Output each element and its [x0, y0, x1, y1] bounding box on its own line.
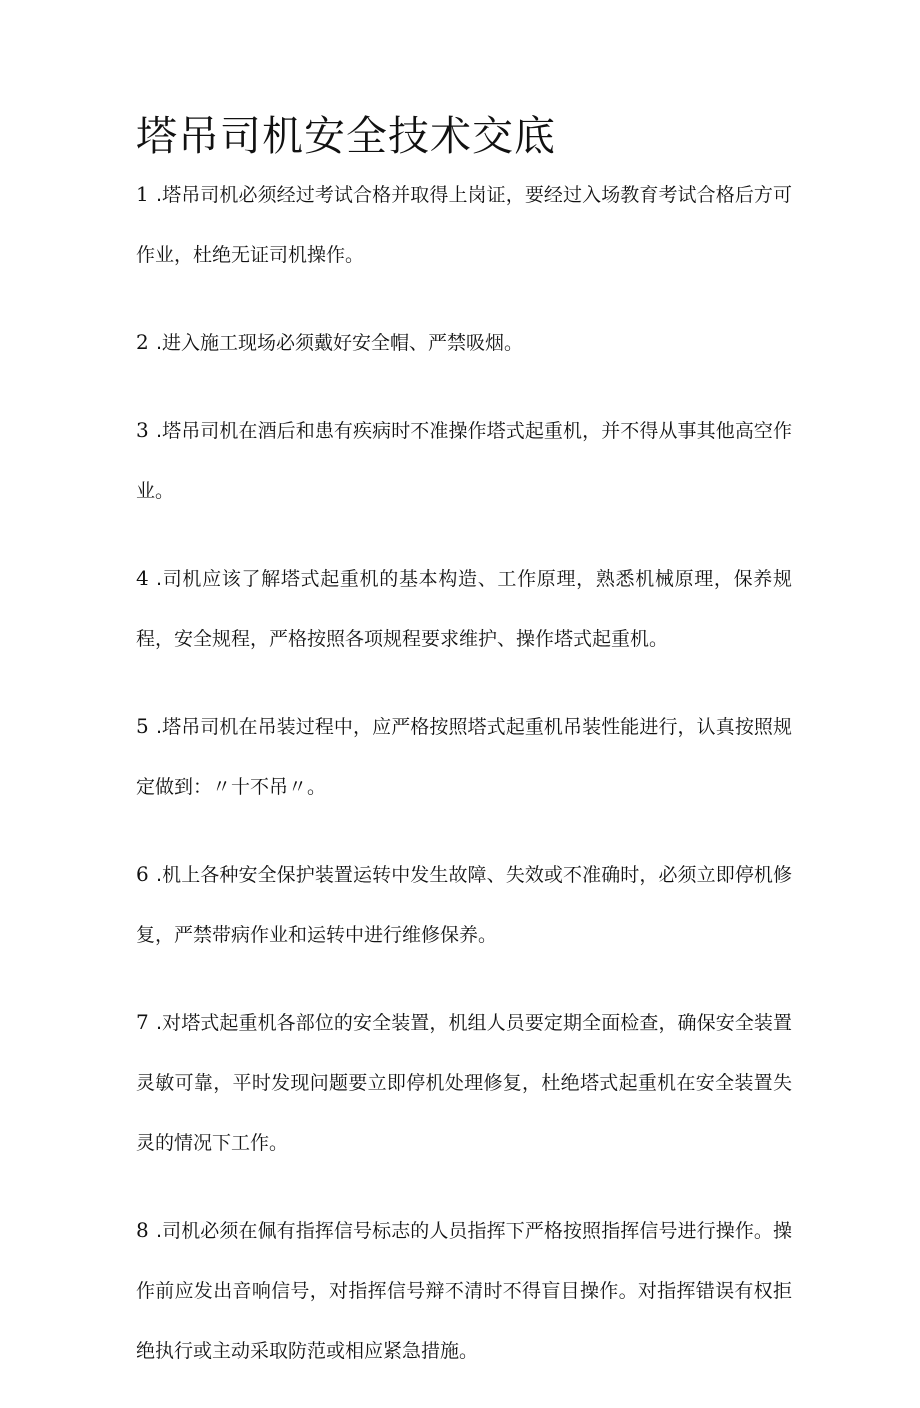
instruction-item: [136, 992, 792, 1173]
item-text: .塔吊司机在吊装过程中，应严格按照塔式起重机吊装性能进行，认真按照规定做到：〃十不吊〃。: [136, 716, 792, 798]
instruction-item: [136, 844, 792, 965]
item-number: 7: [136, 1010, 149, 1034]
item-number: 2: [136, 330, 149, 354]
document-title: 塔吊司机安全技术交底: [136, 112, 556, 160]
item-text: .司机应该了解塔式起重机的基本构造、工作原理，熟悉机械原理，保养规程，安全规程，严格按照各项规程要求维护、操作塔式起重机。: [136, 568, 792, 650]
item-number: 5: [136, 714, 149, 738]
item-number: 8: [136, 1218, 149, 1242]
instruction-item: [136, 312, 792, 373]
item-text: .机上各种安全保护装置运转中发生故障、失效或不准确时，必须立即停机修复，严禁带病作业和运转中进行维修保养。: [136, 864, 792, 946]
instruction-list: [136, 164, 792, 1408]
item-number: 6: [136, 862, 149, 886]
item-number: 3: [136, 418, 149, 442]
item-text: .对塔式起重机各部位的安全装置，机组人员要定期全面检查，确保安全装置灵敏可靠，平时发现问题要立即停机处理修复，杜绝塔式起重机在安全装置失灵的情况下工作。: [136, 1012, 792, 1154]
instruction-item: [136, 696, 792, 817]
instruction-item: [136, 548, 792, 669]
item-text: .塔吊司机必须经过考试合格并取得上岗证，要经过入场教育考试合格后方可作业，杜绝无证司机操作。: [136, 184, 792, 266]
item-text: .进入施工现场必须戴好安全帽、严禁吸烟。: [156, 332, 524, 354]
item-number: 4: [136, 566, 149, 590]
instruction-item: [136, 164, 792, 285]
item-number: 1: [136, 182, 149, 206]
item-text: .塔吊司机在酒后和患有疾病时不准操作塔式起重机，并不得从事其他高空作业。: [136, 420, 792, 502]
item-text: .司机必须在佩有指挥信号标志的人员指挥下严格按照指挥信号进行操作。操作前应发出音响信号，对指挥信号辩不清时不得盲目操作。对指挥错误有权拒绝执行或主动采取防范或相应紧急措施。: [136, 1220, 792, 1362]
instruction-item: [136, 1200, 792, 1381]
instruction-item: [136, 400, 792, 521]
